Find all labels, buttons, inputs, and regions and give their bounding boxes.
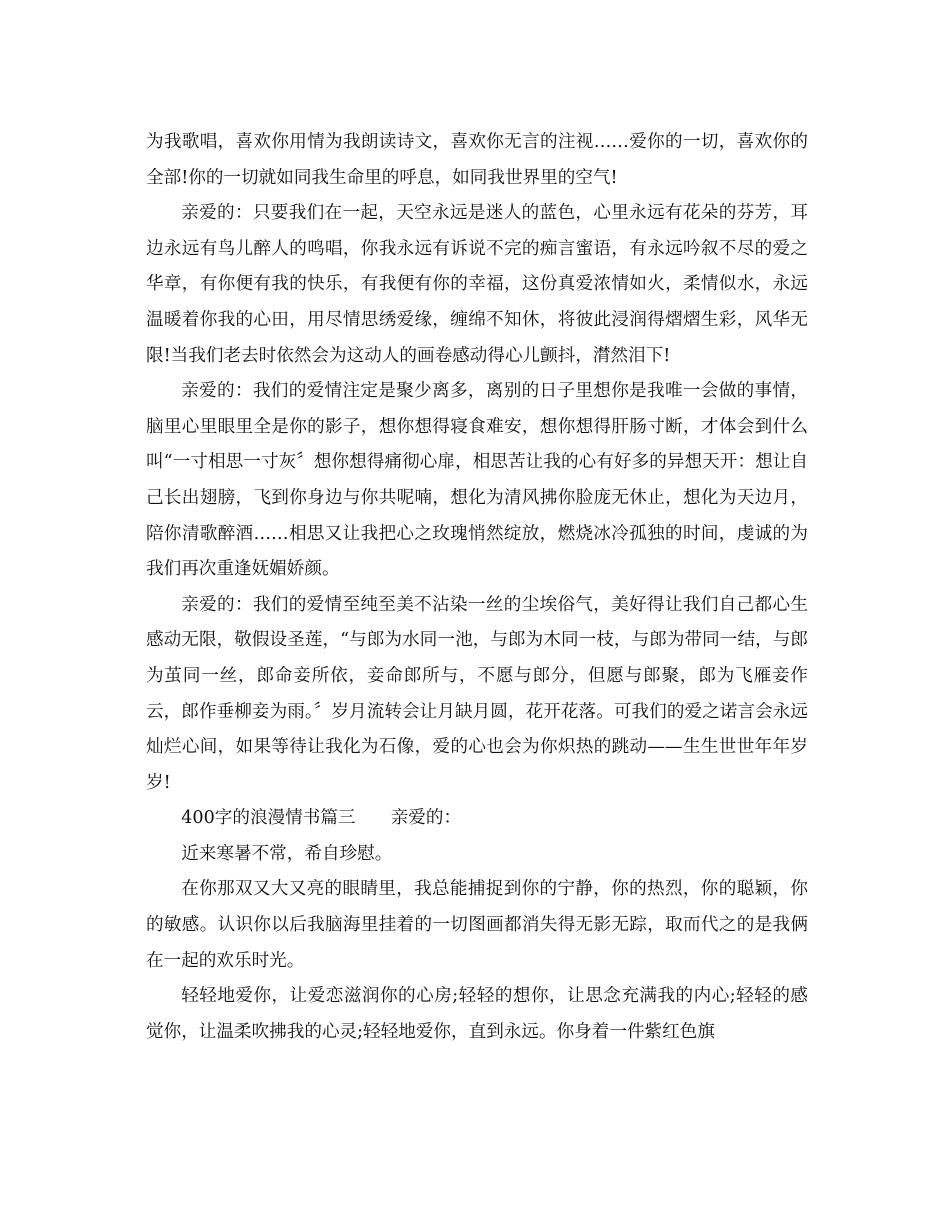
paragraph-7: 轻轻地爱你，让爱恋滋润你的心房;轻轻的想你，让思念充满我的内心;轻轻的感觉你，让温柔吹拂我的心灵;轻轻地爱你，直到永远。你身着一件紫红色旗 (146, 986, 808, 1042)
document-body (146, 125, 808, 1050)
paragraph-6: 在你那双又大又亮的眼睛里，我总能捕捉到你的宁静，你的热烈，你的聪颖，你的敏感。认识你以后我脑海里挂着的一切图画都消失得无影无踪，取而代之的是我俩在一起的欢乐时光。 (146, 879, 808, 971)
paragraph-4: 亲爱的：我们的爱情至纯至美不沾染一丝的尘埃俗气，美好得让我们自己都心生感动无限，敬假设圣莲，“与郎为水同一池，与郎为木同一枝，与郎为带同一结，与郎为茧同一丝，郎命妾所依，妾命郎所与，不愿与郎分，但愿与郎聚，郎为飞雁妾作云，郎作垂柳妾为雨。〞岁月流转会让月缺月圆，花开花落。可我们的爱之诺言会永远灿烂心间，如果等待让我化为石像，爱的心也会为你炽热的跳动——生生世世年年岁岁! (146, 594, 808, 793)
section-heading: 400字的浪漫情书篇三 亲爱的： (181, 808, 462, 829)
paragraph-3: 亲爱的：我们的爱情注定是聚少离多，离别的日子里想你是我唯一会做的事情，脑里心里眼里全是你的影子，想你想得寝食难安，想你想得肝肠寸断，才体会到什么叫“一寸相思一寸灰〞想你想得痛彻心扉，相思苦让我的心有好多的异想天开：想让自己长出翅膀，飞到你身边与你共呢喃，想化为清风拂你脸庞无休止，想化为天边月，陪你清歌醉酒……相思又让我把心之玫瑰悄然绽放，燃烧冰冷孤独的时间，虔诚的为我们再次重逢妩媚娇颜。 (146, 381, 808, 580)
paragraph-1: 为我歌唱，喜欢你用情为我朗读诗文，喜欢你无言的注视……爱你的一切，喜欢你的全部!你的一切就如同我生命里的呼息，如同我世界里的空气! (146, 132, 808, 188)
paragraph-5: 近来寒暑不常，希自珍慰。 (181, 843, 393, 864)
paragraph-2: 亲爱的：只要我们在一起，天空永远是迷人的蓝色，心里永远有花朵的芬芳，耳边永远有鸟儿醉人的鸣唱，你我永远有诉说不完的痴言蜜语，有永远吟叙不尽的爱之华章，有你便有我的快乐，有我便有你的幸福，这份真爱浓情如火，柔情似水，永远温暖着你我的心田，用尽情思绣爱缘，缠绵不知休，将彼此浸润得熠熠生彩，风华无限!当我们老去时依然会为这动人的画卷感动得心儿颤抖，潸然泪下! (146, 203, 808, 366)
